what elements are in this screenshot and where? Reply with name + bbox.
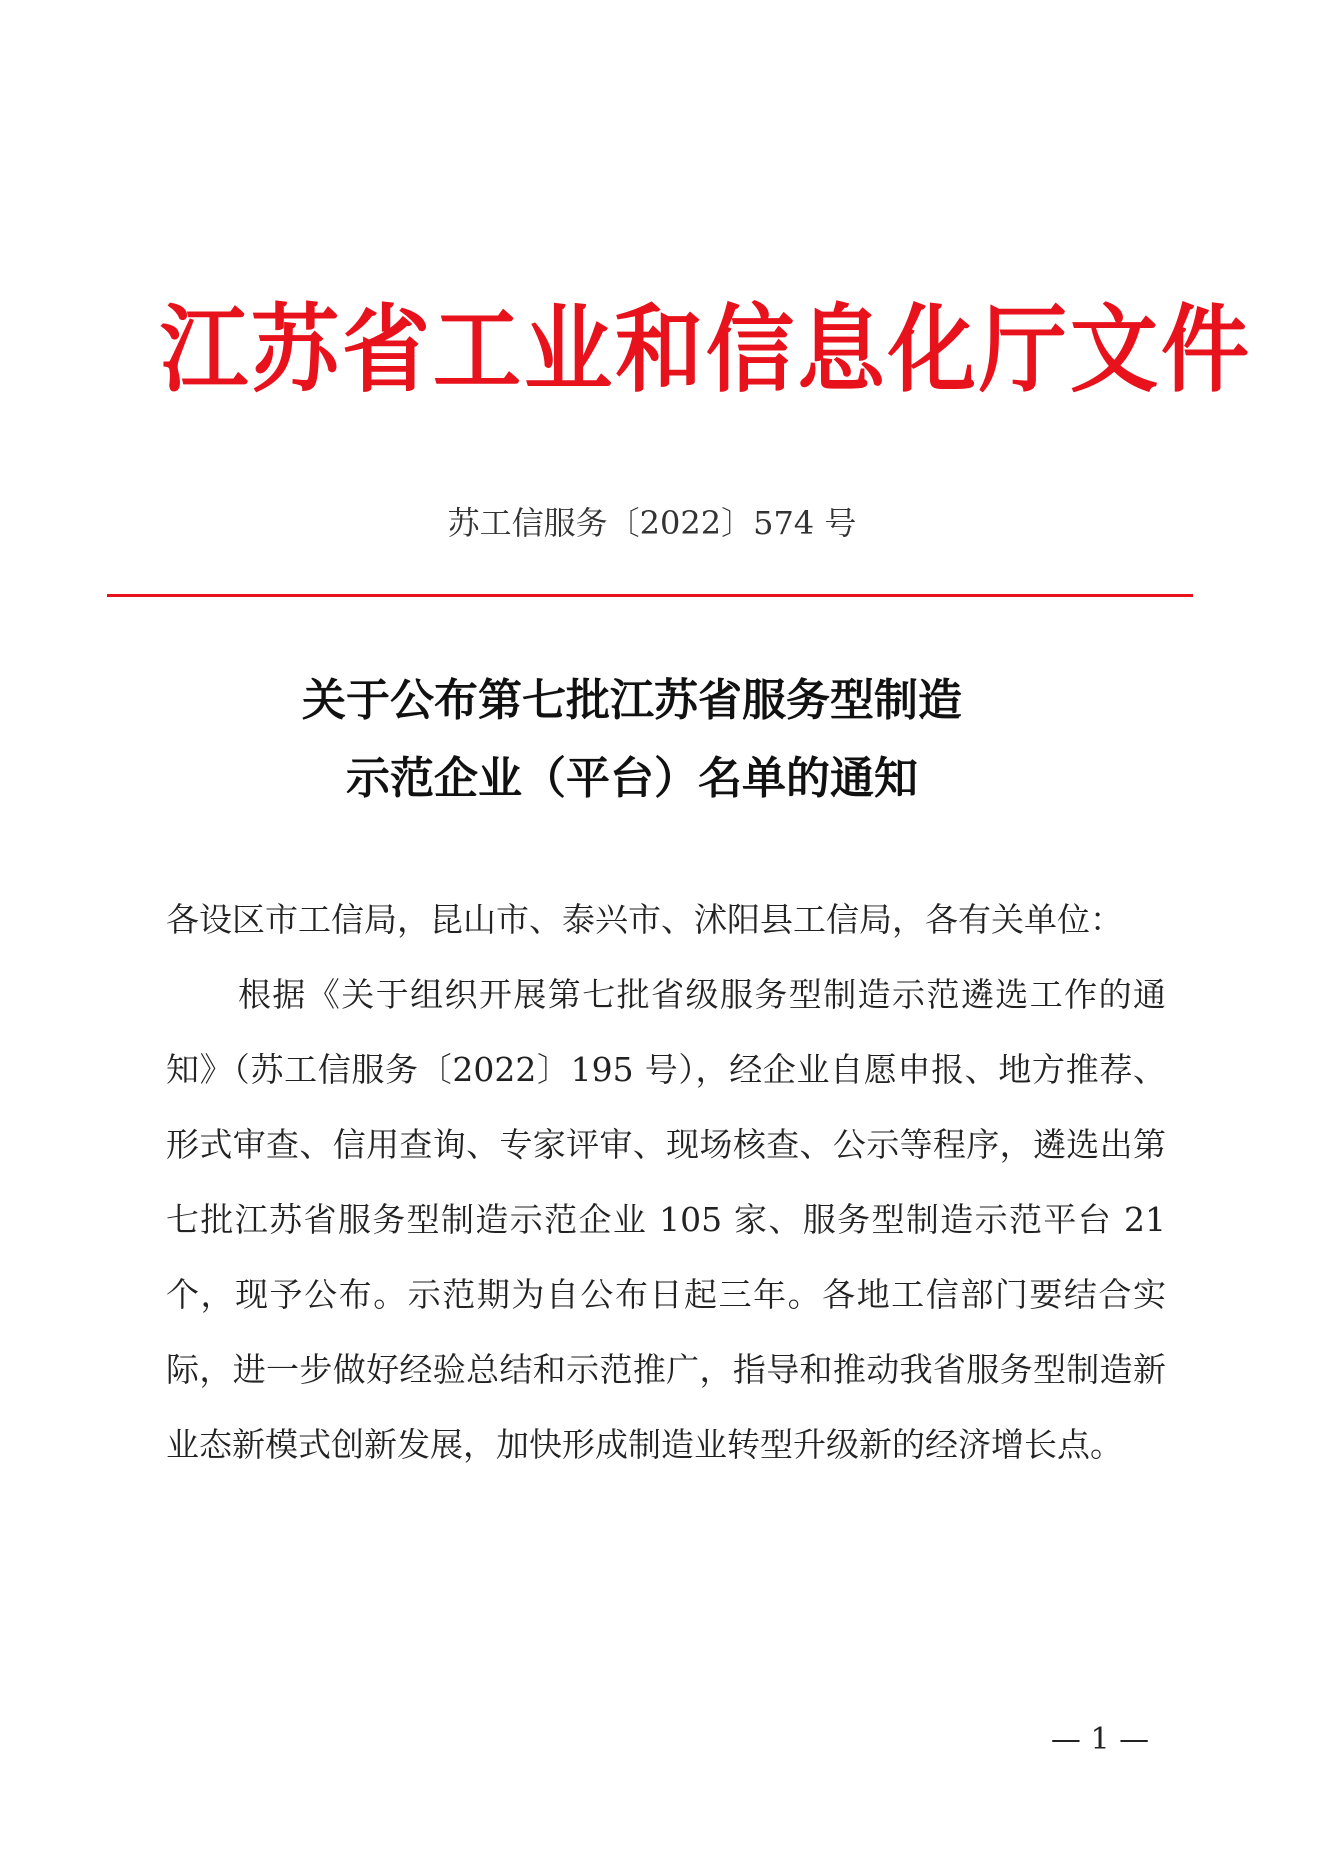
red-divider-line [107, 594, 1193, 597]
page-number: — 1 — [1050, 1722, 1150, 1757]
issuing-authority-header: 江苏省工业和信息化厅文件 [160, 293, 1253, 406]
notice-title [0, 662, 1324, 818]
document-number: 苏工信服务〔2022〕574 号 [447, 504, 857, 542]
notice-body [166, 882, 1166, 1482]
body-paragraph: 根据《关于组织开展第七批省级服务型制造示范遴选工作的通知》（苏工信服务〔2022〕195 号），经企业自愿申报、地方推荐、形式审查、信用查询、专家评审、现场核查、公示等程序，遴选出第七批江苏省服务型制造示范企业 105 家、服务型制造示范平台 21 个，现予公布。示范期为自公布日起三年。各地工信部门要结合实际，进一步做好经验总结和示范推广，指导和推动我省服务型制造新业态新模式创新发展，加快形成制造业转型升级新的经济增长点。 [166, 975, 1166, 1464]
salutation: 各设区市工信局，昆山市、泰兴市、沭阳县工信局，各有关单位： [166, 900, 1123, 939]
notice-title-line-1: 关于公布第七批江苏省服务型制造 [302, 675, 962, 726]
notice-title-line-2: 示范企业（平台）名单的通知 [346, 753, 918, 804]
